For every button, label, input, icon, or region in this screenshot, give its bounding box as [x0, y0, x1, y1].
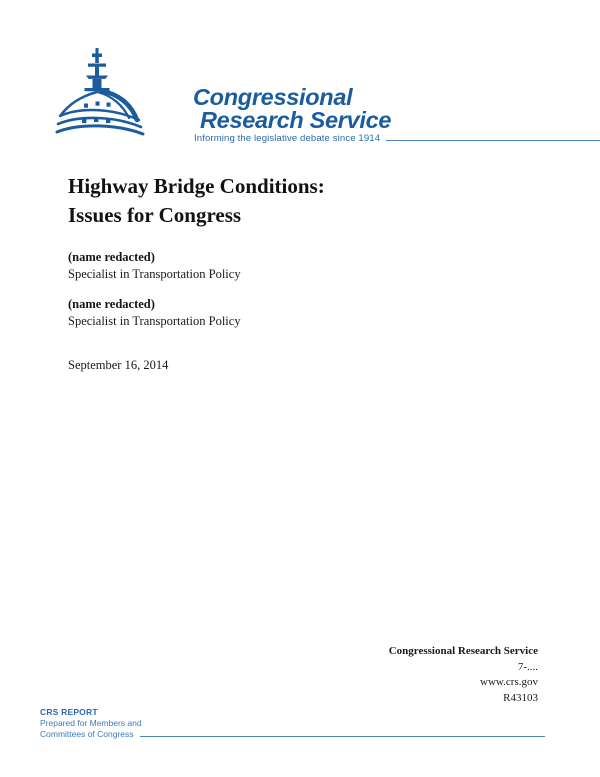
author-entry — [68, 296, 468, 330]
author-role: Specialist in Transportation Policy — [68, 314, 241, 328]
tagline: Informing the legislative debate since 1914 — [194, 133, 381, 144]
footer — [40, 707, 545, 740]
publisher-phone: 7-.... — [517, 660, 538, 673]
footer-title: CRS REPORT — [40, 707, 98, 717]
publication-date: September 16, 2014 — [68, 358, 169, 372]
footer-line-1: Prepared for Members and — [40, 718, 142, 728]
publisher-name: Congressional Research Service — [388, 645, 538, 657]
author-name: (name redacted) — [68, 297, 155, 311]
title-line-1: Highway Bridge Conditions: — [68, 174, 325, 198]
footer-divider — [140, 736, 545, 737]
title-line-2: Issues for Congress — [68, 203, 242, 227]
tagline-row — [194, 133, 600, 144]
author-entry — [68, 249, 468, 283]
report-number: R43103 — [503, 691, 538, 704]
crs-wordmark — [193, 86, 391, 132]
wordmark-line-1: Congressional — [193, 84, 353, 110]
masthead-divider — [386, 140, 600, 141]
publication-info — [389, 644, 538, 706]
masthead — [55, 46, 550, 146]
author-list — [68, 249, 468, 343]
footer-bottom-row — [40, 729, 545, 740]
footer-line-2: Committees of Congress — [40, 729, 134, 739]
author-name: (name redacted) — [68, 250, 155, 264]
page-title — [68, 172, 488, 230]
capitol-dome-icon — [55, 46, 150, 141]
wordmark-line-2: Research Service — [200, 107, 392, 133]
publisher-website[interactable]: www.crs.gov — [480, 676, 538, 688]
author-role: Specialist in Transportation Policy — [68, 267, 241, 281]
